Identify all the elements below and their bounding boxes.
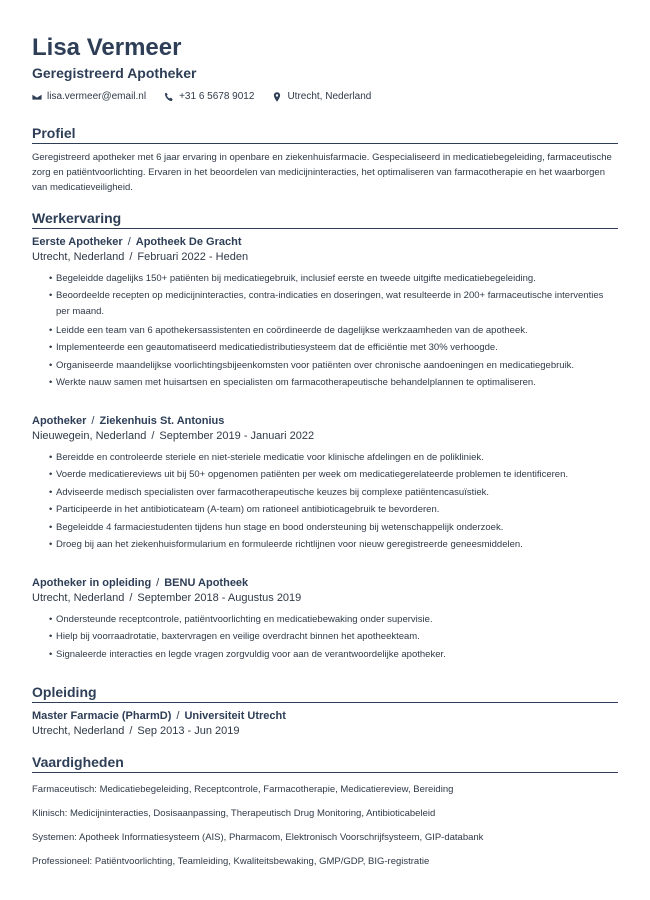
job-employer: Ziekenhuis St. Antonius xyxy=(99,414,225,427)
job-employer: BENU Apotheek xyxy=(164,576,249,589)
candidate-name: Lisa Vermeer xyxy=(32,34,182,61)
job-bullet: • Beoordeelde recepten op medicijninteracties, contra-indicaties en doseringen, wat resulteerde in 200+ farmaceutische interventies per maand. xyxy=(49,288,618,320)
job-bullet: • Bereidde en controleerde steriele en niet-steriele medicatie voor klinische afdelingen en de polikliniek. xyxy=(49,449,618,467)
job-bullet: • Participeerde in het antibioticateam (A-team) om rationeel antibioticagebruik te bevorderen. xyxy=(49,501,618,519)
job-period: September 2019 - Januari 2022 xyxy=(159,429,315,442)
location-pin-icon xyxy=(272,92,282,102)
job-bullet: • Implementeerde een geautomatiseerd medicatiedistributiesysteem dat de efficiëntie met 30% verhoogde. xyxy=(49,339,618,357)
skills-list xyxy=(32,778,618,874)
job-location: Utrecht, Nederland xyxy=(32,591,125,604)
skill-row: Farmaceutisch: Medicatiebegeleiding, Receptcontrole, Farmacotherapie, Medicatiereview, Bereiding xyxy=(32,784,454,795)
job-period: September 2018 - Augustus 2019 xyxy=(137,591,302,604)
job-location: Nieuwegein, Nederland xyxy=(32,429,147,442)
job-bullet: • Begeleidde dagelijks 150+ patiënten bij medicatiegebruik, inclusief eerste en tweede uitgifte medicatiebegeleiding. xyxy=(49,270,618,288)
job-header xyxy=(32,576,618,591)
email-text: lisa.vermeer@email.nl xyxy=(47,91,147,102)
education-meta xyxy=(32,724,618,739)
job-role: Apotheker in opleiding xyxy=(32,576,152,589)
job-bullet: • Werkte nauw samen met huisartsen en specialisten om farmacotherapeutische behandelplannen te optimaliseren. xyxy=(49,374,618,392)
mail-icon xyxy=(32,92,42,102)
job-entry xyxy=(32,235,618,392)
education-school: Universiteit Utrecht xyxy=(184,710,286,722)
profile-summary: Geregistreerd apotheker met 6 jaar ervaring in openbare en ziekenhuisfarmacie. Gespecialiseerd in medicatiebegeleiding, farmaceutische zorg en patiëntvoorlichting. Ervaren in het beoordelen van medicijninteracties, het optimaliseren van farmacotherapie en het waarborgen van medicatieveiligheid. xyxy=(32,152,612,193)
job-bullet: • Hielp bij voorraadrotatie, baxtervragen en veilige overdracht binnen het apotheekteam. xyxy=(49,628,618,646)
education-degree: Master Farmacie (PharmD) xyxy=(32,710,172,722)
experience-section xyxy=(32,209,618,663)
separator: / xyxy=(176,710,180,722)
education-heading: Opleiding xyxy=(32,683,618,703)
education-period: Sep 2013 - Jun 2019 xyxy=(137,725,240,737)
job-meta xyxy=(32,429,618,444)
job-bullet: • Ondersteunde receptcontrole, patiëntvoorlichting en medicatiebewaking onder supervisie. xyxy=(49,611,618,629)
job-bullet: • Leidde een team van 6 apothekersassistenten en coördineerde de dagelijkse werkzaamheden van de apotheek. xyxy=(49,322,618,340)
education-entry xyxy=(32,709,618,739)
separator: / xyxy=(156,576,160,589)
experience-heading: Werkervaring xyxy=(32,209,618,229)
job-entry xyxy=(32,576,618,664)
job-bullet: • Droeg bij aan het ziekenhuisformularium en formuleerde richtlijnen voor nieuw geregistreerde geneesmiddelen. xyxy=(49,536,618,554)
separator: / xyxy=(151,429,155,442)
separator: / xyxy=(127,236,131,248)
education-section xyxy=(32,683,618,739)
candidate-title: Geregistreerd Apotheker xyxy=(32,65,197,81)
job-bullets xyxy=(32,611,618,664)
contact-location xyxy=(272,91,371,102)
job-bullet: • Adviseerde medisch specialisten over farmacotherapeutische keuzes bij complexe patiëntencasuïstiek. xyxy=(49,484,618,502)
job-meta xyxy=(32,591,618,606)
job-bullets xyxy=(32,449,618,554)
location-text: Utrecht, Nederland xyxy=(287,91,372,102)
job-meta xyxy=(32,250,618,265)
skills-section xyxy=(32,753,618,874)
job-bullets xyxy=(32,270,618,392)
profile-section xyxy=(32,124,618,195)
job-bullet: • Signaleerde interacties en legde vragen zorgvuldig voor aan de verantwoordelijke apotheker. xyxy=(49,646,618,664)
job-bullet: • Voerde medicatiereviews uit bij 50+ opgenomen patiënten per week om medicatiegerelateerde problemen te identificeren. xyxy=(49,466,618,484)
contact-phone[interactable] xyxy=(164,91,254,102)
profile-heading: Profiel xyxy=(32,124,618,144)
job-header xyxy=(32,414,618,429)
contact-email[interactable] xyxy=(32,91,146,102)
separator: / xyxy=(129,725,133,737)
job-bullet: • Begeleidde 4 farmaciestudenten tijdens hun stage en bood ondersteuning bij wetenschappelijk onderzoek. xyxy=(49,519,618,537)
phone-text: +31 6 5678 9012 xyxy=(179,91,255,102)
phone-icon xyxy=(164,92,174,102)
job-employer: Apotheek De Gracht xyxy=(135,236,242,248)
separator: / xyxy=(129,591,133,604)
job-role: Apotheker xyxy=(32,414,87,427)
job-bullet: • Organiseerde maandelijkse voorlichtingsbijeenkomsten voor patiënten over chronische aandoeningen en medicatiegebruik. xyxy=(49,357,618,375)
job-entry xyxy=(32,414,618,554)
job-role: Eerste Apotheker xyxy=(32,236,123,248)
education-location: Utrecht, Nederland xyxy=(32,725,125,737)
skill-row: Systemen: Apotheek Informatiesysteem (AIS), Pharmacom, Elektronisch Voorschrijfsysteem, GIP-databank xyxy=(32,832,484,843)
job-location: Utrecht, Nederland xyxy=(32,251,125,263)
separator: / xyxy=(91,414,95,427)
education-header xyxy=(32,709,618,724)
skills-heading: Vaardigheden xyxy=(32,753,618,773)
separator: / xyxy=(129,251,133,263)
contact-bar xyxy=(32,91,618,102)
skill-row: Professioneel: Patiëntvoorlichting, Teamleiding, Kwaliteitsbewaking, GMP/GDP, BIG-registratie xyxy=(32,856,430,867)
job-period: Februari 2022 - Heden xyxy=(137,251,249,263)
job-header xyxy=(32,235,618,250)
skill-row: Klinisch: Medicijninteracties, Dosisaanpassing, Therapeutisch Drug Monitoring, Antibioticabeleid xyxy=(32,808,436,819)
